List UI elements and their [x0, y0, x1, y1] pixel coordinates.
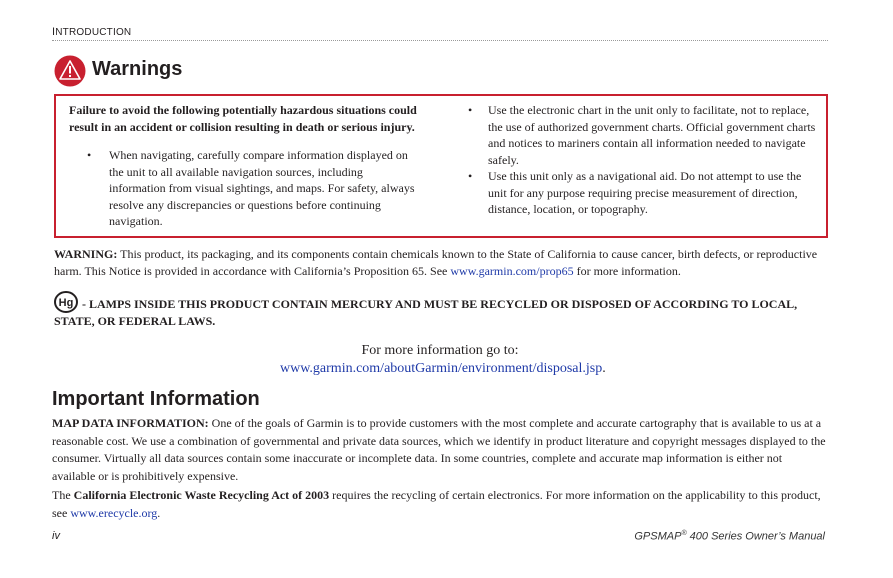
disposal-link[interactable]: www.garmin.com/aboutGarmin/environment/disposal.jsp	[280, 361, 603, 376]
bullet-dot: •	[87, 148, 92, 162]
recycle-prefix: The	[52, 488, 74, 502]
recycle-text: requires the recycling of certain electronics. For more information on the applicability to this product, see	[52, 488, 821, 520]
prop65-text-end: for more information.	[573, 263, 681, 278]
warning-bullet	[69, 147, 419, 230]
warning-bullet-text: Use this unit only as a navigational aid. Do not attempt to use the unit for any purpose requiring precise measurement of direction, distance, location, or topography.	[488, 169, 802, 216]
recycle-suffix: .	[157, 505, 161, 520]
map-data-paragraph	[52, 415, 828, 485]
map-data-text: One of the goals of Garmin is to provide customers with the most complete and accurate cartography that is available to us at a reasonable cost. We use a combination of governmental and private data sources, which we identify in product literature and copyright messages displayed to the consumer. Virtually all data sources contain some inaccurate or incomplete data. In some countries, complete and accurate map information is either not available or is prohibitively expensive.	[52, 416, 826, 483]
warning-bullet-text: Use the electronic chart in the unit only to facilitate, not to replace, the use of authorized government charts. Official government charts and notices to mariners contain all information needed to navigate safely.	[488, 103, 816, 167]
bullet-dot: •	[468, 169, 473, 183]
recycling-paragraph	[52, 487, 828, 522]
warning-column-right	[466, 102, 816, 218]
header-rule	[52, 40, 828, 41]
warning-bullet-text: When navigating, carefully compare information displayed on the unit to all available navigation sources, including information from visual sightings, and maps. For safety, always resolve any discrepancies or questions before continuing navigation.	[109, 148, 415, 228]
warning-lead: Failure to avoid the following potentially hazardous situations could result in an accident or collision resulting in death or serious injury.	[69, 103, 417, 134]
recycle-act-name: California Electronic Waste Recycling Act of 2003	[73, 488, 330, 502]
warning-bullet	[466, 168, 816, 218]
registered-mark: ®	[681, 530, 687, 537]
more-info-suffix: .	[602, 361, 606, 376]
section-label	[52, 26, 131, 38]
warnings-title: Warnings	[92, 58, 183, 80]
warning-box	[54, 94, 828, 238]
prop65-link[interactable]: www.garmin.com/prop65	[450, 263, 574, 278]
warning-bullet	[466, 102, 816, 168]
page-number: iv	[52, 530, 60, 542]
prop65-text: This product, its packaging, and its components contain chemicals known to the State of California to cause cancer, birth defects, or reproductive harm. This Notice is provided in accordance with California’s Proposition 65. See	[54, 247, 818, 278]
warning-column-left	[69, 102, 419, 230]
manual-title	[634, 530, 825, 543]
manual-name: GPSMAP	[634, 530, 682, 543]
prop65-label: WARNING:	[54, 247, 118, 261]
mercury-notice: - LAMPS INSIDE THIS PRODUCT CONTAIN MERCURY AND MUST BE RECYCLED OR DISPOSED OF ACCORDING TO LOCAL, STATE, OR FEDERAL LAWS.	[54, 297, 798, 328]
section-label-initial: I	[52, 26, 56, 38]
section-label-rest: NTRODUCTION	[55, 27, 132, 38]
mercury-icon-label: Hg	[58, 297, 74, 309]
prop65-notice	[54, 246, 829, 279]
more-info-line: For more information go to:	[361, 343, 519, 358]
erecycle-link[interactable]: www.erecycle.org	[70, 505, 158, 520]
manual-suffix: 400 Series Owner’s Manual	[686, 530, 825, 543]
warning-triangle-icon	[54, 55, 86, 87]
important-information-title: Important Information	[52, 388, 260, 410]
map-data-label: MAP DATA INFORMATION:	[52, 416, 209, 430]
bullet-dot: •	[468, 103, 473, 117]
more-info	[280, 342, 606, 378]
